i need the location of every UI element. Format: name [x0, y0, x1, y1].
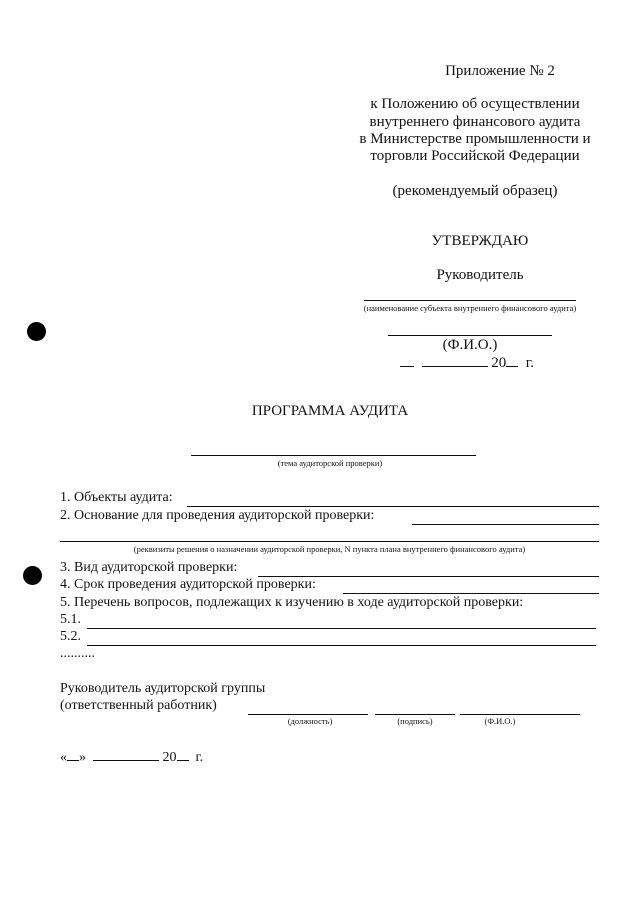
sample-note: (рекомендуемый образец): [392, 183, 558, 199]
approval-year-blank[interactable]: [506, 365, 518, 367]
footer-date: [60, 750, 203, 766]
signature-line-1: Руководитель аудиторской группы: [60, 681, 266, 696]
subject-caption: (наименование субъекта внутреннего финансового аудита): [363, 303, 577, 313]
item-basis: 2. Основание для проведения аудиторской проверки:: [60, 508, 375, 523]
footer-day-blank[interactable]: [67, 759, 79, 761]
head-label: Руководитель: [436, 267, 524, 283]
signature-blank-line[interactable]: [375, 714, 455, 715]
program-title: ПРОГРАММА АУДИТА: [251, 403, 409, 419]
item-q1: 5.1.: [60, 612, 81, 627]
basis-line-2[interactable]: [60, 541, 599, 542]
regulation-line-1: к Положению об осуществлении: [370, 96, 580, 112]
q1-line[interactable]: [87, 628, 596, 629]
signature-line-2: (ответственный работник): [60, 698, 217, 713]
approval-year-suffix: г.: [525, 355, 534, 371]
item-ellipsis: ..........: [60, 646, 95, 661]
footer-year-blank[interactable]: [177, 759, 189, 761]
appendix-number: Приложение № 2: [445, 63, 555, 79]
basis-line[interactable]: [412, 524, 599, 525]
topic-caption: (тема аудиторской проверки): [277, 458, 383, 468]
punch-hole-top: [27, 322, 46, 341]
regulation-line-2: внутреннего финансового аудита: [369, 114, 581, 130]
item-type: 3. Вид аудиторской проверки:: [60, 560, 238, 575]
fio-caption: (Ф.И.О.): [484, 716, 516, 726]
objects-line[interactable]: [187, 506, 599, 507]
approval-month-blank[interactable]: [422, 365, 488, 367]
approval-year-prefix: 20: [491, 355, 507, 371]
regulation-line-4: торговли Российской Федерации: [370, 148, 580, 164]
approve-heading: УТВЕРЖДАЮ: [431, 233, 529, 249]
quote-open: «: [60, 750, 67, 765]
footer-year-suffix: г.: [195, 750, 204, 765]
fio-line[interactable]: [388, 335, 552, 336]
quote-close: »: [79, 750, 86, 765]
punch-hole-bottom: [23, 566, 42, 585]
basis-caption: (реквизиты решения о назначении аудиторской проверки, N пункта плана внутреннего финансового аудита): [133, 544, 526, 554]
term-line[interactable]: [343, 593, 599, 594]
footer-month-blank[interactable]: [93, 759, 159, 761]
position-line[interactable]: [248, 714, 368, 715]
approval-day-blank[interactable]: [400, 365, 414, 367]
item-q2: 5.2.: [60, 629, 81, 644]
approval-date: [400, 355, 534, 372]
q2-line[interactable]: [87, 645, 596, 646]
position-caption: (должность): [287, 716, 333, 726]
signature-caption: (подпись): [397, 716, 433, 726]
fio-blank-line[interactable]: [460, 714, 580, 715]
item-term: 4. Срок проведения аудиторской проверки:: [60, 577, 316, 592]
regulation-line-3: в Министерстве промышленности и: [359, 131, 591, 147]
footer-year-prefix: 20: [162, 750, 177, 765]
item-questions: 5. Перечень вопросов, подлежащих к изучению в ходе аудиторской проверки:: [60, 595, 524, 610]
item-objects: 1. Объекты аудита:: [60, 490, 173, 505]
fio-label: (Ф.И.О.): [442, 337, 498, 353]
subject-name-line[interactable]: [364, 300, 576, 301]
topic-line[interactable]: [191, 455, 476, 456]
